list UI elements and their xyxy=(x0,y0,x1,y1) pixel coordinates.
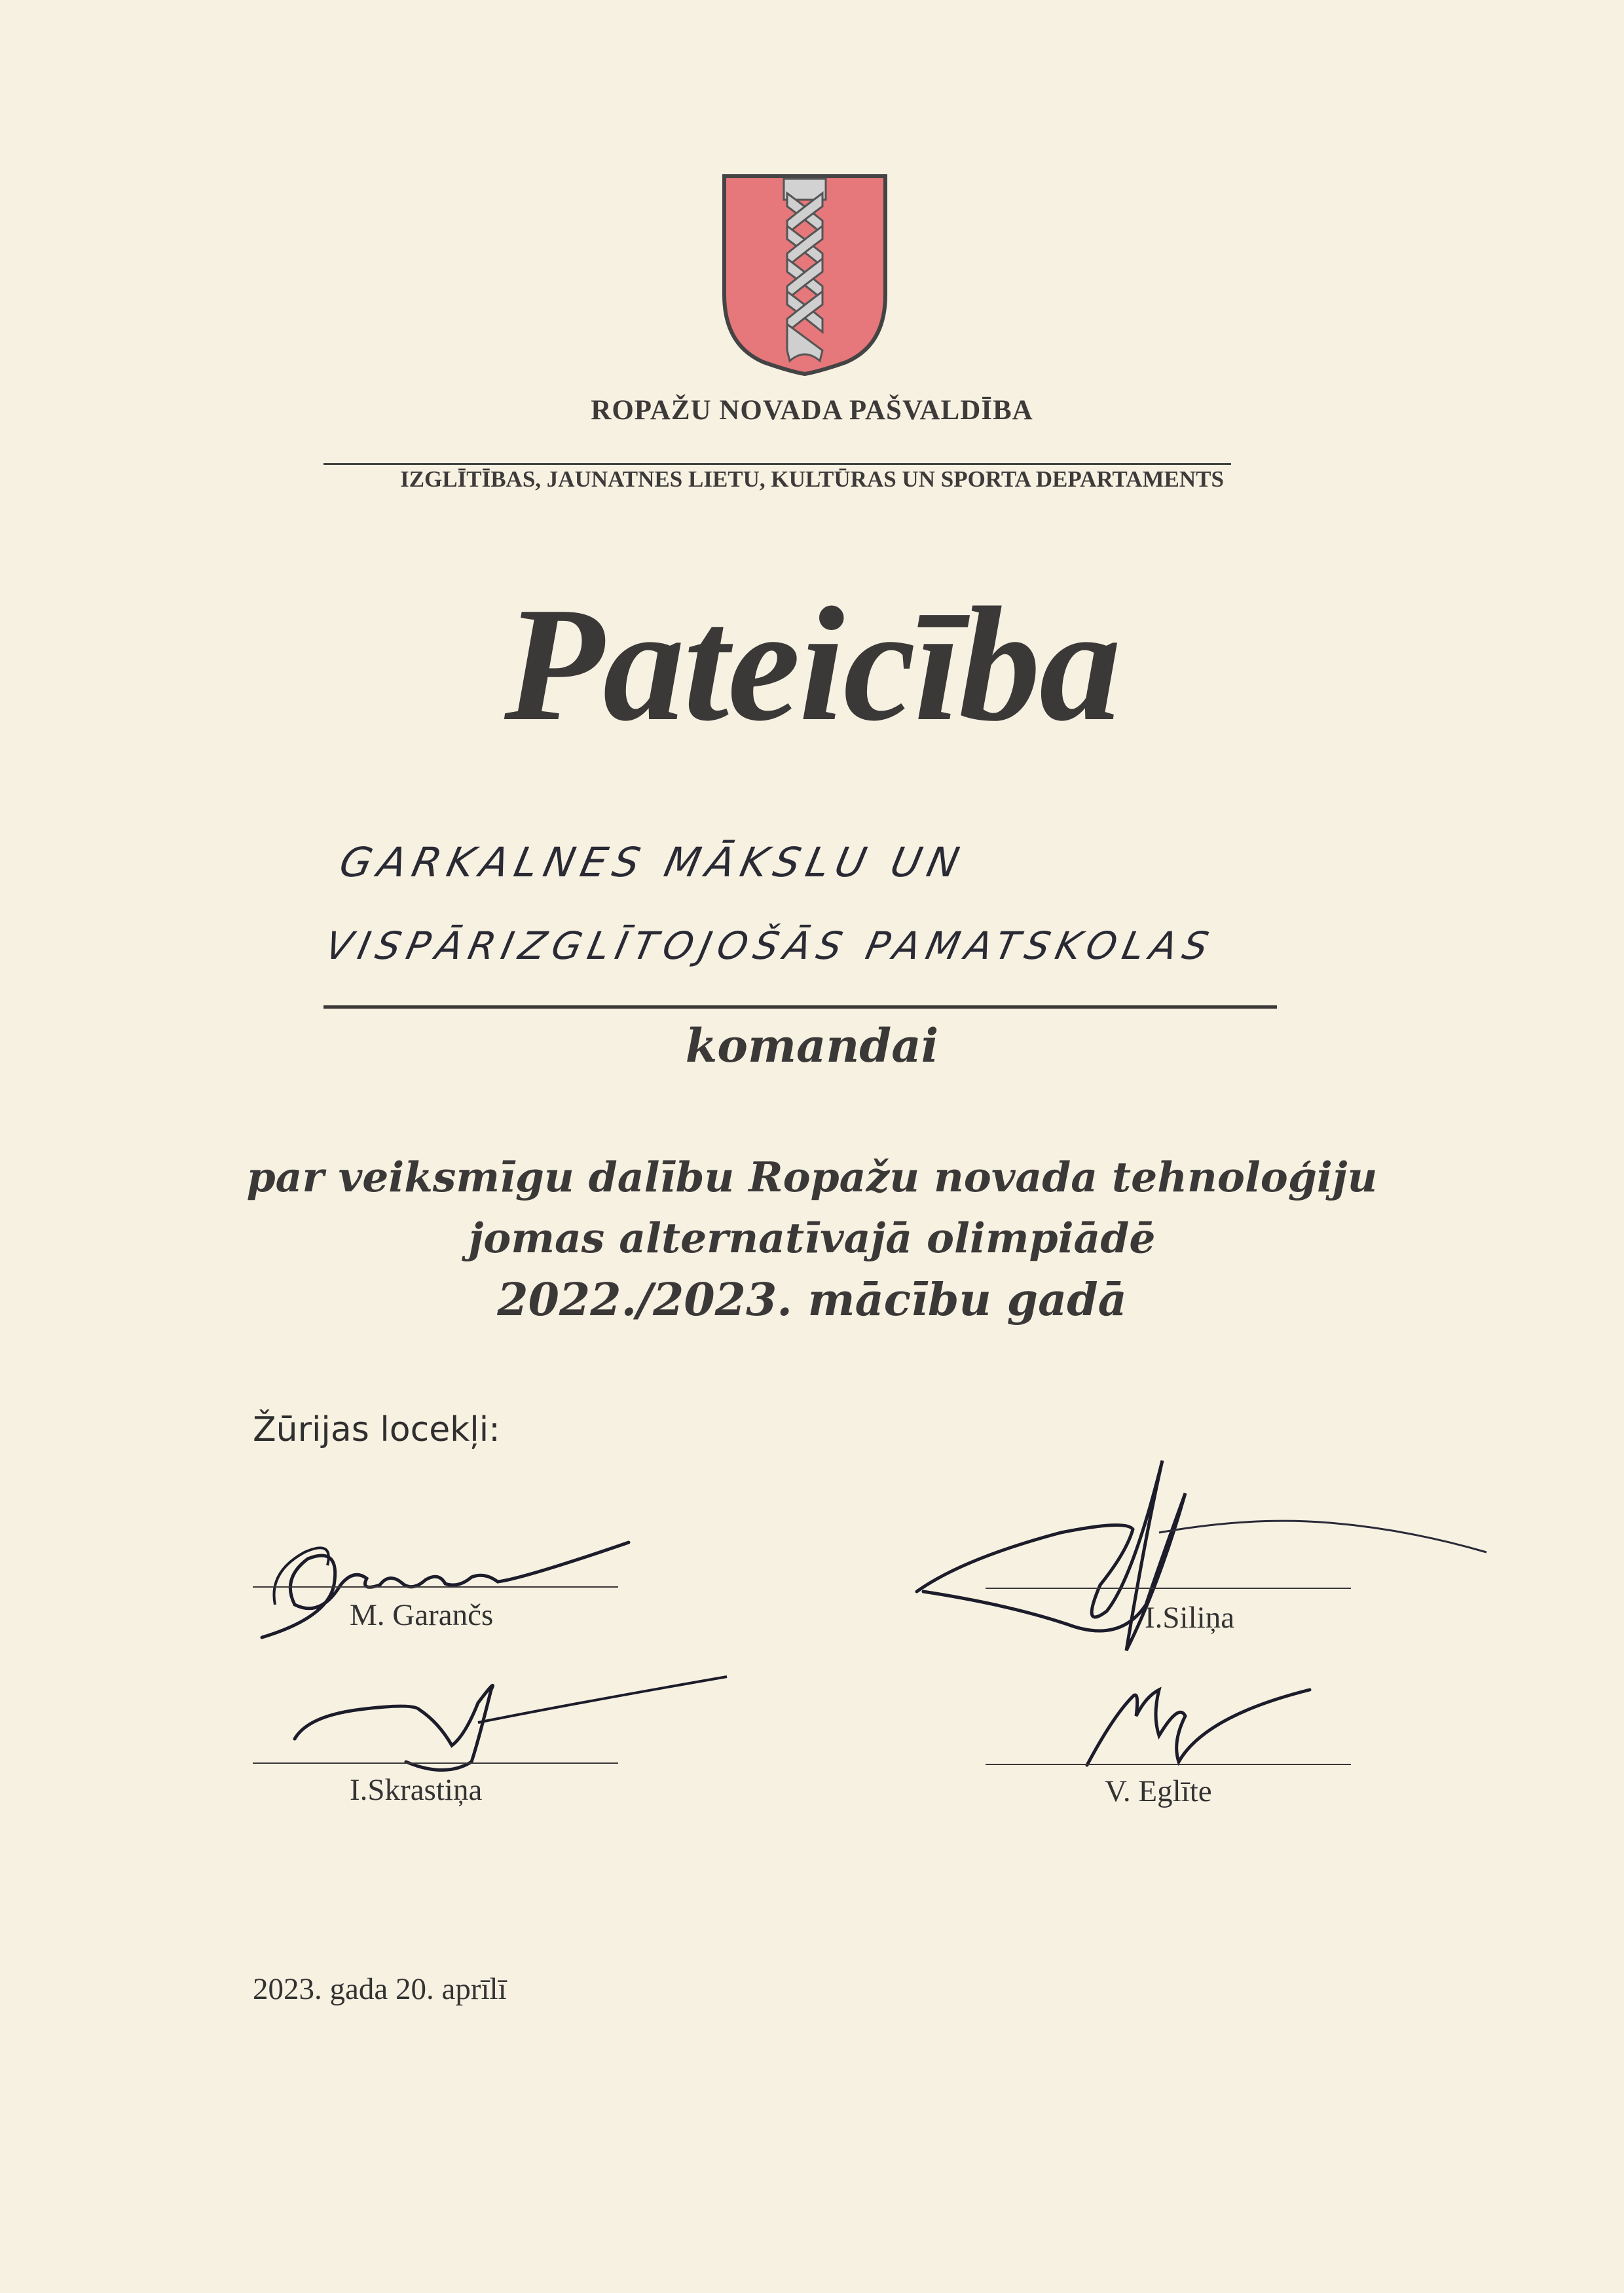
signature-line xyxy=(253,1762,618,1764)
coat-of-arms-icon xyxy=(722,174,888,377)
jury-member-name: I.Siliņa xyxy=(1145,1601,1235,1635)
header-divider xyxy=(323,463,1231,465)
body-text-line-3: 2022./2023. mācību gadā xyxy=(497,1274,1127,1326)
signature-skrastina xyxy=(282,1664,740,1781)
signature-line xyxy=(986,1588,1351,1589)
jury-member-name: M. Garančs xyxy=(350,1598,494,1632)
body-text-line-1: par veiksmīgu dalību Ropažu novada tehnoloģiju xyxy=(246,1153,1378,1201)
organization-name: ROPAŽU NOVADA PAŠVALDĪBA xyxy=(591,395,1033,426)
recipient-handwritten-line-1: GARKALNES MĀKSLU UN xyxy=(335,838,970,886)
signature-silina xyxy=(910,1454,1500,1670)
recipient-handwritten-line-2: VISPĀRIZGLĪTOJOŠĀS PAMATSKOLAS xyxy=(321,923,1219,968)
recipient-underline xyxy=(323,1005,1277,1009)
certificate-title: Pateicība xyxy=(504,574,1120,755)
issue-date: 2023. gada 20. aprīlī xyxy=(253,1972,507,2006)
signature-eglite xyxy=(1074,1677,1323,1775)
signature-line xyxy=(986,1764,1351,1765)
department-name: IZGLĪTĪBAS, JAUNATNES LIETU, KULTŪRAS UN SPORTA DEPARTAMENTS xyxy=(400,466,1224,492)
signature-garancs xyxy=(249,1506,642,1657)
recipient-suffix: komandai xyxy=(685,1018,939,1073)
jury-member-name: I.Skrastiņa xyxy=(350,1773,483,1807)
signature-line xyxy=(253,1586,618,1588)
jury-label: Žūrijas locekļi: xyxy=(253,1410,500,1449)
jury-member-name: V. Eglīte xyxy=(1105,1774,1212,1808)
body-text-line-2: jomas alternatīvajā olimpiādē xyxy=(468,1214,1156,1262)
